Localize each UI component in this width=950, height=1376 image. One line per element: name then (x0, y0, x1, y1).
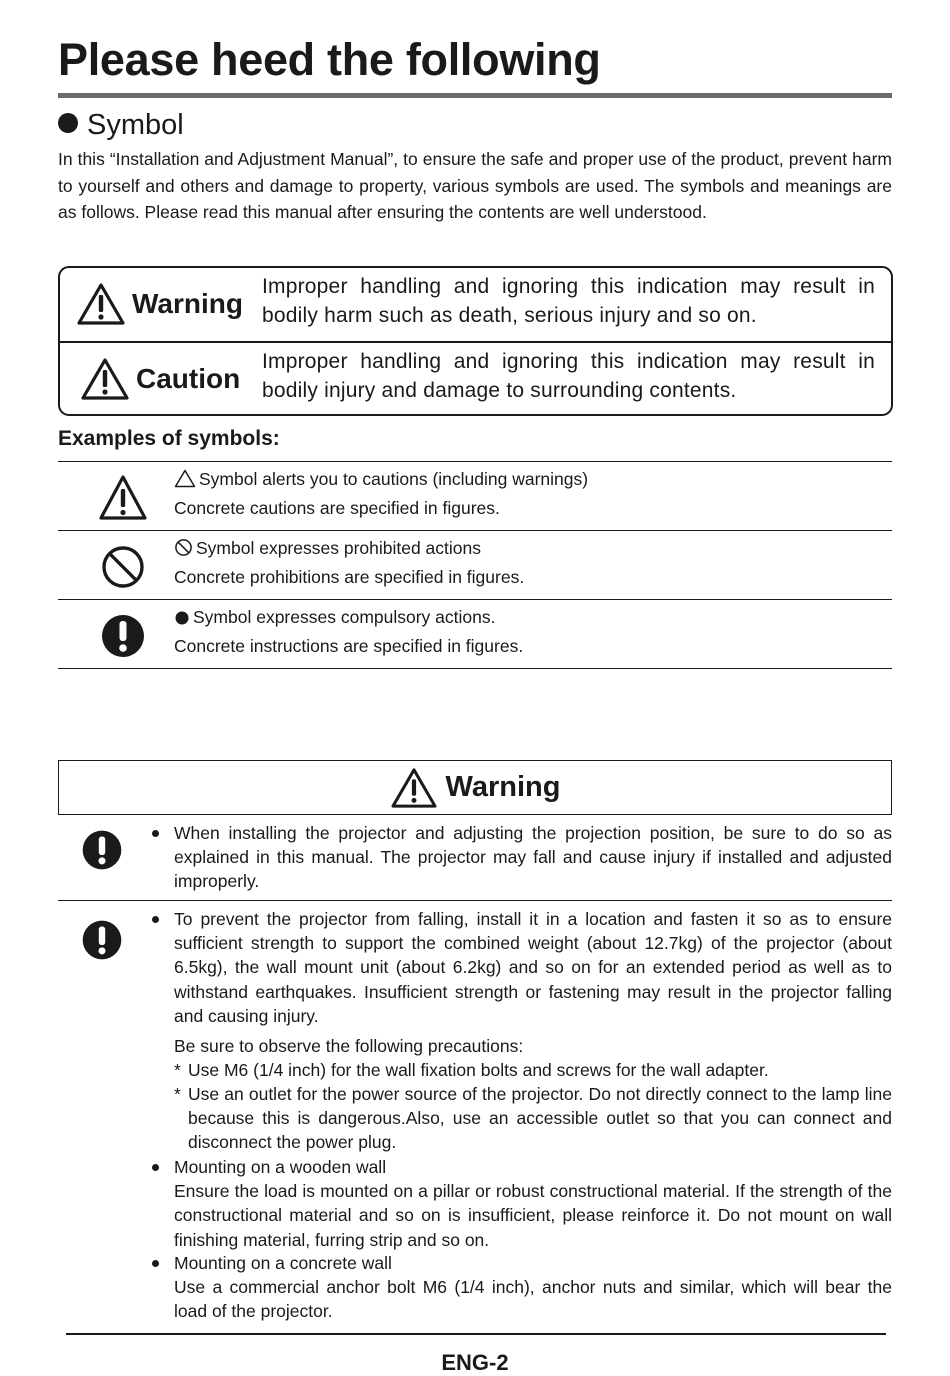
table-row (58, 530, 892, 599)
example-text: Symbol alerts you to cautions (including warnings) (199, 469, 589, 489)
bullet-icon (152, 830, 159, 837)
legend-description: Improper handling and ignoring this indication may result in bodily injury and damage to surrounding contents. (262, 350, 875, 402)
precaution-text: Use an outlet for the power source of the projector. Do not directly connect to the lamp line because this is dangerous.Also, use an accessible outlet so that you can connect and disconnect the power plug. (188, 1084, 892, 1153)
precaution-item (174, 1058, 892, 1082)
warning-triangle-icon (76, 282, 126, 326)
example-description (174, 467, 588, 491)
bullet-icon (152, 1164, 159, 1171)
mounting-title: Mounting on a concrete wall (174, 1253, 392, 1273)
warning-text (174, 821, 892, 894)
symbol-legend-box (58, 266, 893, 416)
legend-label-text: Warning (132, 288, 243, 319)
page-number: ENG-2 (441, 1350, 509, 1375)
bullet-icon (152, 916, 159, 923)
bullet-icon (58, 113, 78, 133)
table-row (58, 461, 892, 530)
warning-header-text: Warning (445, 771, 561, 803)
example-text: Symbol expresses compulsory actions. (193, 607, 496, 627)
section-heading-symbol (58, 108, 184, 142)
warning-item-installation (58, 816, 892, 901)
mounting-item-concrete (174, 1251, 892, 1324)
precautions-intro: Be sure to observe the following precautions: (174, 1036, 524, 1056)
intro-paragraph: In this “Installation and Adjustment Manual”, to ensure the safe and proper use of the product, prevent harm to yourself and others and damage to property, various symbols are used. The symbols and meanings are as follows. Please read this manual after ensuring the contents are well understood. (58, 149, 892, 222)
mounting-text: Use a commercial anchor bolt M6 (1/4 inch), anchor nuts and similar, which will bear the load of the projector. (174, 1277, 892, 1322)
warning-item-text: To prevent the projector from falling, install it in a location and fasten it so as to ensure sufficient strength to support the combined weight (about 12.7kg) of the projector (about 6.5kg), the wall mount unit (about 6.2kg) and so on for an extended period as well as to withstand earthquakes. Insufficient strength or fastening may result in the projector falling and causing injury. (174, 909, 892, 1026)
page-title: Please heed the following (58, 34, 601, 85)
example-detail: Concrete instructions are specified in figures. (174, 636, 524, 656)
warning-triangle-icon (390, 767, 438, 809)
asterisk-icon: * (174, 1060, 181, 1080)
examples-heading: Examples of symbols: (58, 427, 280, 450)
examples-table (58, 461, 892, 669)
prohibited-small-icon (174, 538, 193, 557)
warning-item-text: When installing the projector and adjusting the projection position, be sure to do so as explained in this manual. The projector may fall and cause injury if installed and adjusted improperly. (174, 823, 892, 892)
legend-label-caution (80, 343, 240, 415)
legend-label-text: Caution (136, 363, 241, 394)
warning-triangle-small-icon (174, 469, 196, 488)
table-row (58, 599, 892, 669)
mounting-item-wooden (174, 1155, 892, 1252)
legend-row-warning (60, 268, 891, 340)
warning-triangle-icon (98, 473, 148, 523)
example-detail: Concrete cautions are specified in figures. (174, 498, 500, 518)
legend-row-caution (60, 343, 891, 415)
mandatory-action-icon (81, 919, 123, 961)
prohibited-icon (98, 542, 148, 592)
warning-text (174, 907, 892, 1028)
example-text: Symbol expresses prohibited actions (196, 538, 482, 558)
mandatory-action-icon (98, 611, 148, 661)
warning-triangle-icon (80, 357, 130, 401)
title-divider (58, 93, 892, 98)
example-description (174, 536, 481, 560)
warning-item-fastening (58, 904, 892, 1328)
legend-label-warning (76, 268, 243, 340)
example-detail: Concrete prohibitions are specified in figures. (174, 567, 525, 587)
precaution-item (174, 1082, 892, 1155)
asterisk-icon: * (174, 1084, 181, 1104)
footer-divider (66, 1333, 886, 1335)
warning-header (58, 760, 892, 815)
legend-description: Improper handling and ignoring this indication may result in bodily harm such as death, serious injury and so on. (262, 275, 875, 327)
bullet-icon (152, 1260, 159, 1267)
mandatory-action-icon (81, 829, 123, 871)
filled-circle-small-icon (174, 610, 190, 626)
example-description (174, 605, 495, 629)
mounting-text: Ensure the load is mounted on a pillar or robust constructional material. If the strength of the constructional material and so on is insufficient, please reinforce it. Do not mount on wall finishing material, furring strip and so on. (174, 1181, 892, 1250)
section-heading-text: Symbol (87, 109, 184, 141)
mounting-title: Mounting on a wooden wall (174, 1157, 387, 1177)
precaution-text: Use M6 (1/4 inch) for the wall fixation bolts and screws for the wall adapter. (188, 1060, 769, 1080)
